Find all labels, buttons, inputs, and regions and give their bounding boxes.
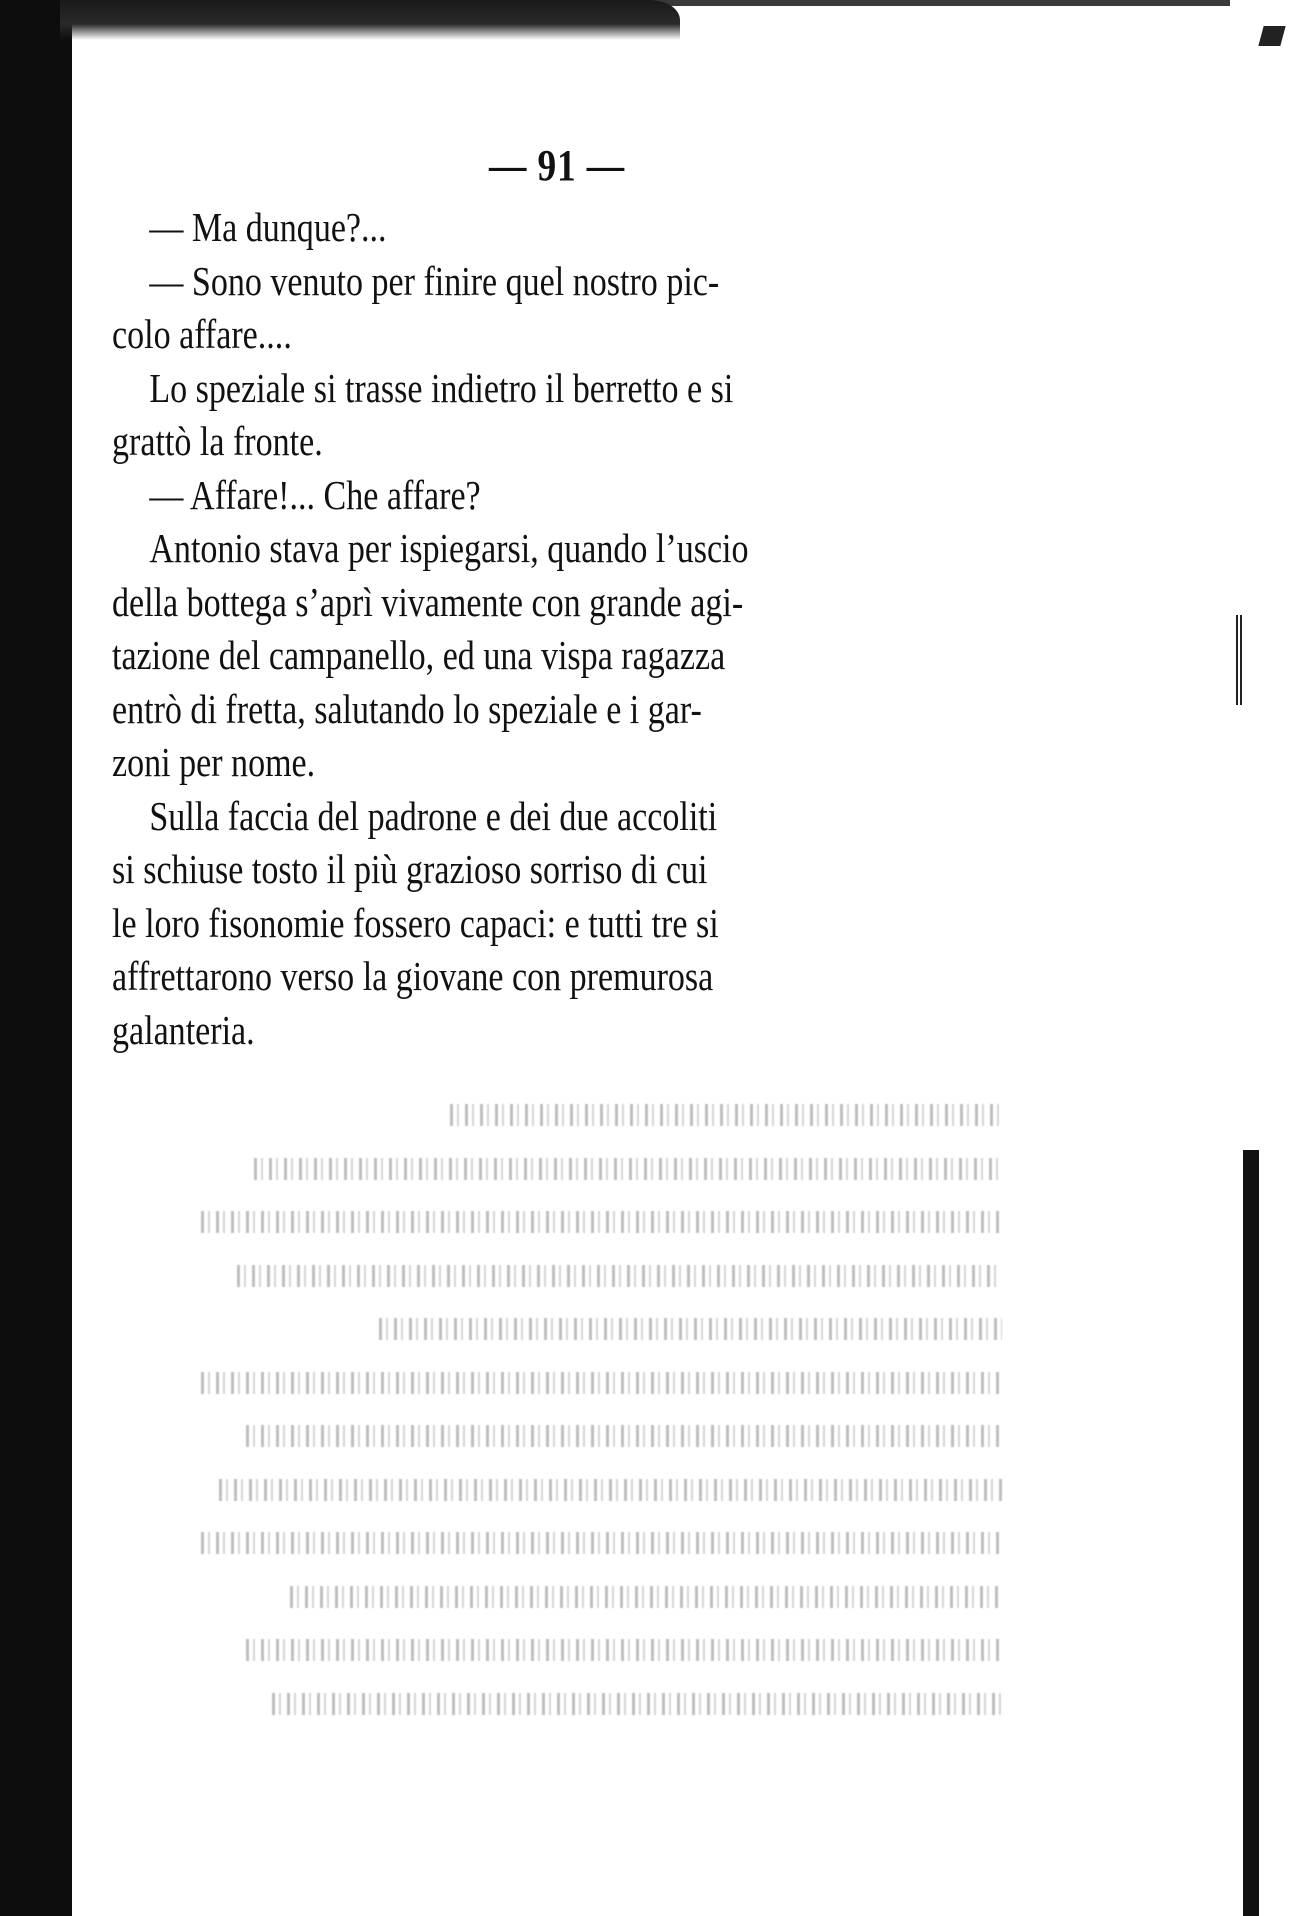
text-line: colo affare.... [112, 311, 292, 357]
book-page [112, 140, 1002, 1057]
show-through-line [112, 1251, 1002, 1305]
text-line: — Sono venuto per finire quel nostro pic- [149, 257, 720, 304]
show-through-line [112, 1572, 1002, 1626]
show-through-ink [272, 1693, 1002, 1715]
show-through-line [112, 1679, 1002, 1733]
show-through-ink [219, 1479, 1002, 1501]
text-line: tazione del campanello, ed una vispa ragazza [112, 632, 726, 678]
show-through-ink [290, 1586, 1002, 1608]
text-line: entrò di fretta, salutando lo speziale e i gar- [112, 685, 702, 732]
show-through-ink [246, 1425, 1003, 1447]
show-through-text [112, 1090, 1002, 1732]
text-line: della bottega s’aprì vivamente con grande agi- [112, 578, 744, 625]
text-line: si schiuse tosto il più grazioso sorriso di cui [112, 846, 708, 892]
show-through-ink [201, 1532, 1002, 1554]
text-line: Antonio stava per ispiegarsi, quando l’uscio [149, 525, 749, 571]
show-through-line [112, 1358, 1002, 1412]
show-through-ink [450, 1104, 1002, 1126]
show-through-line [112, 1411, 1002, 1465]
show-through-line [112, 1518, 1002, 1572]
show-through-ink [201, 1372, 1002, 1394]
show-through-line [112, 1304, 1002, 1358]
show-through-line [112, 1465, 1002, 1519]
show-through-line [112, 1197, 1002, 1251]
page-number: — 91 — [489, 141, 625, 190]
show-through-line [112, 1090, 1002, 1144]
text-line: grattò la fronte. [112, 418, 323, 464]
scan-border-left [0, 0, 72, 1916]
scan-border-right [1243, 1150, 1259, 1916]
text-line: galanteria. [112, 1006, 255, 1053]
text-line: Sulla faccia del padrone e dei due accoliti [149, 792, 718, 839]
text-line: — Ma dunque?... [149, 204, 387, 250]
scan-torn-edge [60, 0, 680, 40]
show-through-ink [254, 1158, 1002, 1180]
show-through-ink [379, 1318, 1002, 1340]
text-line: zoni per nome. [112, 739, 316, 785]
show-through-ink [201, 1211, 1002, 1233]
show-through-line [112, 1144, 1002, 1198]
scan-speck [1258, 26, 1285, 46]
scan-mark-right [1236, 615, 1244, 705]
text-line: le loro fisonomie fossero capaci: e tutti tre si [112, 899, 719, 946]
show-through-line [112, 1625, 1002, 1679]
show-through-ink [246, 1639, 1003, 1661]
text-line: Lo speziale si trasse indietro il berretto e si [149, 364, 734, 411]
text-line: affrettarono verso la giovane con premurosa [112, 953, 714, 999]
show-through-ink [237, 1265, 1002, 1287]
text-line: — Affare!... Che affare? [149, 471, 481, 518]
